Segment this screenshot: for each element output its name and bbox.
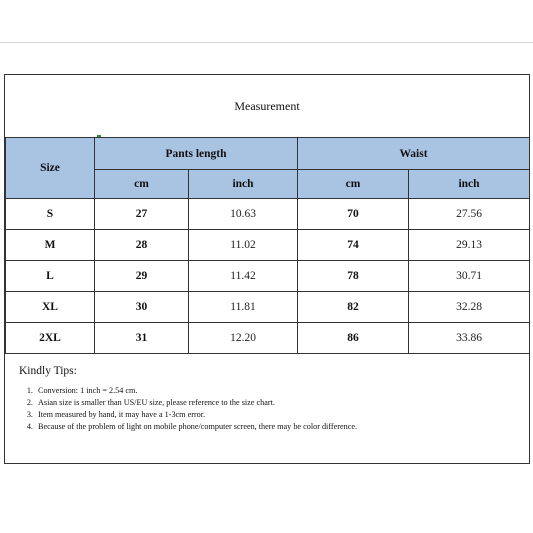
size-cell: 2XL xyxy=(6,323,95,354)
pants-length-cm-cell: 29 xyxy=(95,261,189,292)
waist-inch-cell: 30.71 xyxy=(409,261,530,292)
pants-length-inch-cell: 11.42 xyxy=(189,261,298,292)
size-cell: L xyxy=(6,261,95,292)
table-row xyxy=(6,199,530,230)
waist-inch-header: inch xyxy=(409,170,530,199)
table-row xyxy=(6,261,530,292)
table-row xyxy=(6,292,530,323)
tip-item: 2. Asian size is smaller than US/EU size, please reference to the size chart. xyxy=(35,397,515,409)
waist-inch-cell: 29.13 xyxy=(409,230,530,261)
tips-section xyxy=(5,355,529,443)
tips-list xyxy=(19,385,515,433)
size-table xyxy=(5,137,530,354)
tip-item: 1. Conversion: 1 inch = 2.54 cm. xyxy=(35,385,515,397)
tips-title: Kindly Tips: xyxy=(19,365,77,377)
measurement-sheet xyxy=(4,74,530,464)
top-divider xyxy=(0,42,533,43)
pants-length-cm-cell: 27 xyxy=(95,199,189,230)
header-row-groups xyxy=(6,138,530,170)
pants-length-inch-cell: 11.81 xyxy=(189,292,298,323)
waist-inch-cell: 32.28 xyxy=(409,292,530,323)
pants-length-inch-header: inch xyxy=(189,170,298,199)
size-cell: XL xyxy=(6,292,95,323)
size-cell: M xyxy=(6,230,95,261)
sheet-title: Measurement xyxy=(234,98,300,113)
pants-length-cm-cell: 30 xyxy=(95,292,189,323)
tip-item: 3. Item measured by hand, it may have a 1-3cm error. xyxy=(35,409,515,421)
waist-inch-cell: 27.56 xyxy=(409,199,530,230)
table-row xyxy=(6,230,530,261)
waist-cm-header: cm xyxy=(298,170,409,199)
pants-length-inch-cell: 12.20 xyxy=(189,323,298,354)
waist-cm-cell: 74 xyxy=(298,230,409,261)
waist-cm-cell: 82 xyxy=(298,292,409,323)
table-row xyxy=(6,323,530,354)
waist-inch-cell: 33.86 xyxy=(409,323,530,354)
waist-cm-cell: 86 xyxy=(298,323,409,354)
pants-length-inch-cell: 11.02 xyxy=(189,230,298,261)
size-cell: S xyxy=(6,199,95,230)
waist-cm-cell: 70 xyxy=(298,199,409,230)
pants-length-cm-header: cm xyxy=(95,170,189,199)
pants-length-header: Pants length xyxy=(95,138,298,170)
pants-length-cm-cell: 28 xyxy=(95,230,189,261)
size-header: Size xyxy=(6,138,95,199)
pants-length-inch-cell: 10.63 xyxy=(189,199,298,230)
tip-item: 4. Because of the problem of light on mobile phone/computer screen, there may be color difference. xyxy=(35,421,515,433)
waist-cm-cell: 78 xyxy=(298,261,409,292)
waist-header: Waist xyxy=(298,138,530,170)
pants-length-cm-cell: 31 xyxy=(95,323,189,354)
